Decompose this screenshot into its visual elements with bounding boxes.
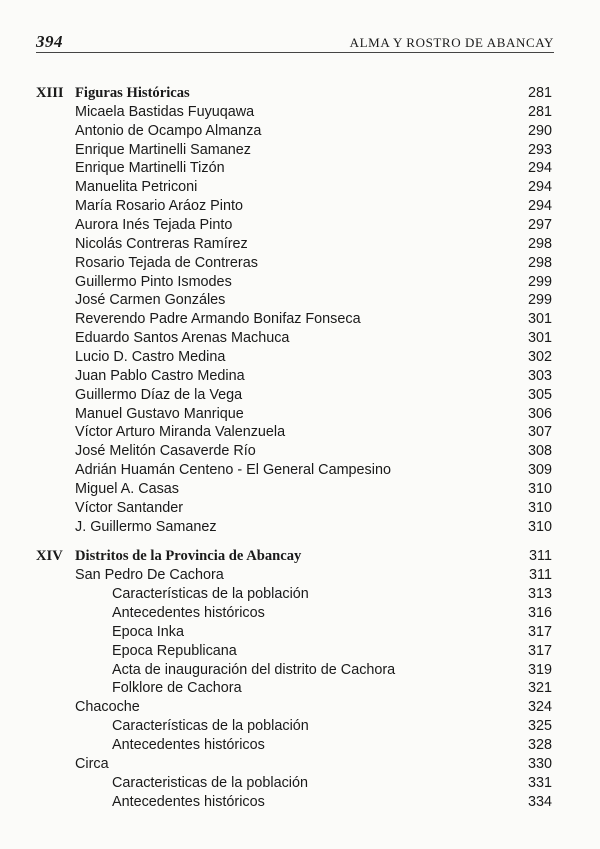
entry-label: J. Guillermo Samanez — [75, 518, 217, 535]
entry-page: 293 — [527, 141, 552, 158]
toc-entry — [36, 461, 552, 480]
running-title: ALMA Y ROSTRO DE ABANCAY — [349, 35, 554, 50]
entry-label: Manuelita Petriconi — [75, 179, 198, 196]
page-header — [36, 30, 554, 53]
entry-label: Chacoche — [75, 699, 140, 716]
toc-entry — [36, 698, 552, 717]
entry-label: Aurora Inés Tejada Pinto — [75, 216, 233, 233]
subentry-page: 325 — [527, 718, 552, 735]
subentry-label: Acta de inauguración del distrito de Cachora — [112, 661, 396, 678]
toc-entry — [36, 480, 552, 499]
toc-entry — [36, 566, 552, 585]
entry-page: 297 — [527, 216, 552, 233]
entry-label: Enrique Martinelli Tizón — [75, 160, 225, 177]
toc-subentry — [36, 623, 552, 642]
entry-page: 294 — [527, 198, 552, 215]
section-title: Distritos de la Provincia de Abancay — [75, 548, 302, 565]
toc-entry — [36, 518, 552, 537]
subentry-label: Antecedentes históricos — [112, 736, 265, 753]
entry-page: 311 — [529, 567, 552, 584]
entry-label: Reverendo Padre Armando Bonifaz Fonseca — [75, 311, 361, 328]
toc-entry — [36, 235, 552, 254]
toc-entry — [36, 291, 552, 310]
entry-page: 324 — [527, 699, 552, 716]
entry-page: 310 — [527, 499, 552, 516]
entry-label: Juan Pablo Castro Medina — [75, 367, 245, 384]
toc-entry — [36, 423, 552, 442]
entry-label: Lucio D. Castro Medina — [75, 348, 226, 365]
toc-entry — [36, 348, 552, 367]
subentry-page: 319 — [527, 661, 552, 678]
toc-entry — [36, 367, 552, 386]
entry-page: 299 — [527, 292, 552, 309]
entry-label: Antonio de Ocampo Almanza — [75, 122, 262, 139]
section-number: XIII — [36, 85, 64, 101]
entry-page: 298 — [527, 235, 552, 252]
entry-label: Circa — [75, 755, 109, 772]
toc-entry — [36, 178, 552, 197]
entry-page: 301 — [527, 311, 552, 328]
entry-page: 294 — [527, 160, 552, 177]
entry-page: 302 — [527, 348, 552, 365]
toc-entry — [36, 329, 552, 348]
entry-label: Micaela Bastidas Fuyuqawa — [75, 103, 255, 120]
entry-page: 310 — [527, 518, 552, 535]
toc-subentry — [36, 585, 552, 604]
entry-page: 303 — [527, 367, 552, 384]
entry-label: José Carmen Gonzáles — [75, 292, 226, 309]
section-page: 311 — [529, 548, 552, 565]
entry-page: 305 — [527, 386, 552, 403]
toc-entry — [36, 755, 552, 774]
toc-entry — [36, 216, 552, 235]
subentry-page: 316 — [527, 605, 552, 621]
entry-page: 290 — [527, 122, 552, 139]
subentry-page: 321 — [527, 680, 552, 697]
toc-subentry — [36, 717, 552, 736]
subentry-label: Características de la población — [112, 586, 309, 603]
toc-subentry — [36, 793, 552, 812]
subentry-label: Antecedentes históricos — [112, 793, 265, 810]
subentry-page: 328 — [527, 736, 552, 753]
section-page: 281 — [527, 85, 552, 101]
entry-label: Guillermo Díaz de la Vega — [75, 386, 243, 403]
subentry-page: 334 — [527, 793, 552, 810]
toc-entry — [36, 273, 552, 292]
entry-label: Adrián Huamán Centeno - El General Campesino — [75, 462, 391, 478]
toc-entry — [36, 197, 552, 216]
entry-label: María Rosario Aráoz Pinto — [75, 198, 243, 215]
entry-label: Manuel Gustavo Manrique — [75, 405, 244, 422]
entry-label: Enrique Martinelli Samanez — [75, 141, 251, 158]
toc-entry — [36, 405, 552, 424]
entry-page: 306 — [527, 405, 552, 422]
subentry-page: 331 — [527, 774, 552, 791]
subentry-label: Folklore de Cachora — [112, 680, 242, 697]
toc-subentry — [36, 604, 552, 623]
entry-label: Eduardo Santos Arenas Machuca — [75, 330, 290, 347]
entry-page: 301 — [527, 330, 552, 347]
entry-label: Nicolás Contreras Ramírez — [75, 235, 248, 252]
section-label — [36, 84, 190, 103]
toc-entry — [36, 310, 552, 329]
subentry-page: 313 — [527, 586, 552, 603]
entry-label: José Melitón Casaverde Río — [75, 443, 256, 460]
toc-subentry — [36, 661, 552, 680]
section-title: Figuras Históricas — [75, 85, 190, 101]
entry-page: 310 — [527, 480, 552, 497]
subentry-label: Epoca Inka — [112, 623, 185, 640]
subentry-label: Caracteristicas de la población — [112, 774, 308, 791]
toc-subentry — [36, 642, 552, 661]
entry-page: 330 — [527, 755, 552, 772]
toc-entry — [36, 159, 552, 178]
entry-page: 307 — [527, 424, 552, 441]
toc-entry — [36, 386, 552, 405]
toc-entry — [36, 499, 552, 518]
entry-label: Víctor Arturo Miranda Valenzuela — [75, 424, 286, 441]
section-heading — [36, 547, 552, 566]
toc-entry — [36, 141, 552, 160]
entry-page: 298 — [527, 254, 552, 271]
entry-label: Miguel A. Casas — [75, 480, 179, 497]
entry-label: Guillermo Pinto Ismodes — [75, 273, 232, 290]
toc-subentry — [36, 679, 552, 698]
page-number: 394 — [36, 32, 63, 51]
subentry-label: Epoca Republicana — [112, 642, 237, 659]
entry-page: 299 — [527, 273, 552, 290]
section-label — [36, 547, 301, 566]
entry-label: Rosario Tejada de Contreras — [75, 254, 258, 271]
entry-page: 281 — [527, 103, 552, 120]
toc-subentry — [36, 736, 552, 755]
entry-page: 294 — [527, 179, 552, 196]
subentry-label: Características de la población — [112, 718, 309, 735]
toc-entry — [36, 254, 552, 273]
toc-entry — [36, 442, 552, 461]
toc-entry — [36, 122, 552, 141]
toc-subentry — [36, 774, 552, 793]
section-heading — [36, 84, 552, 103]
subentry-label: Antecedentes históricos — [112, 605, 265, 621]
subentry-page: 317 — [527, 623, 552, 640]
entry-label: San Pedro De Cachora — [75, 567, 224, 584]
section-number: XIV — [36, 548, 63, 565]
entry-page: 308 — [527, 443, 552, 460]
entry-label: Víctor Santander — [75, 499, 183, 516]
subentry-page: 317 — [527, 642, 552, 659]
entry-page: 309 — [527, 462, 552, 478]
toc-entry — [36, 103, 552, 122]
